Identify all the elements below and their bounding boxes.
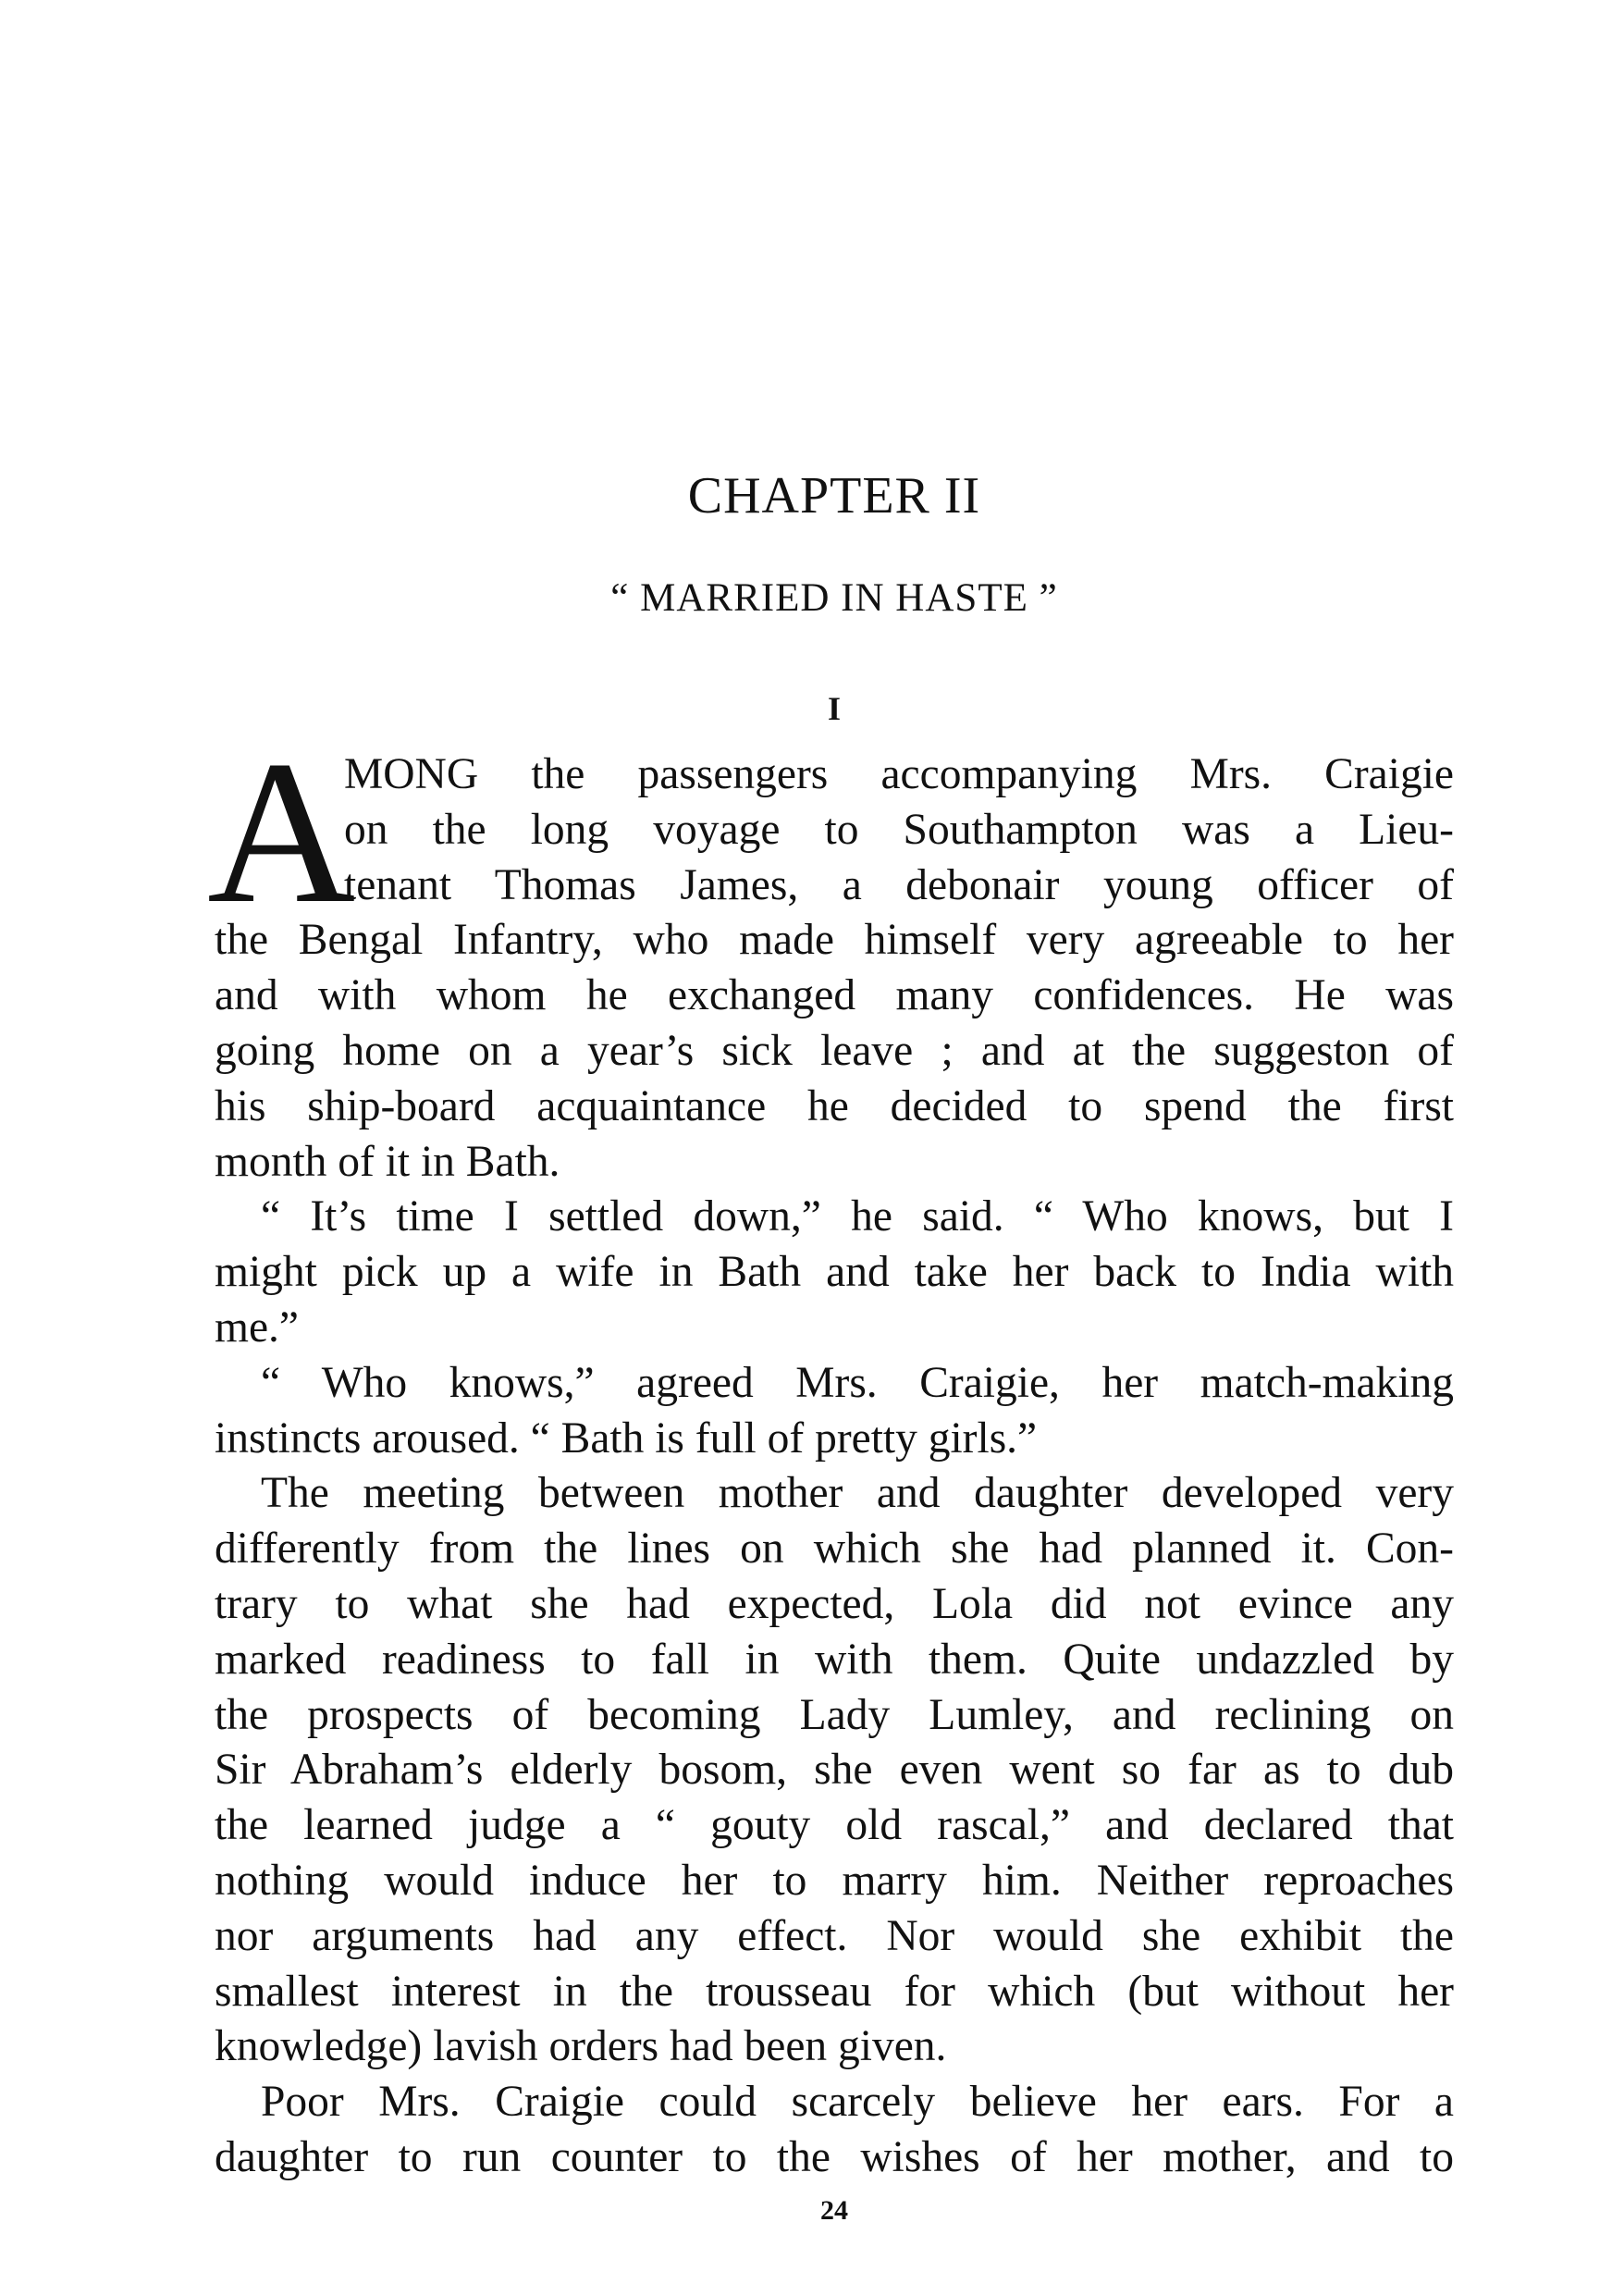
text-line: knowledge) lavish orders had been given. [215,2022,947,2071]
chapter-subtitle: “ MARRIED IN HASTE ” [610,576,1058,620]
chapter-title: CHAPTER II [687,467,981,525]
text-line: The meeting between mother and daughter developed very [261,1469,1454,1518]
text-line: might pick up a wife in Bath and take her back to India with [215,1248,1454,1297]
text-line: the prospects of becoming Lady Lumley, and reclining on [215,1690,1454,1739]
text-line: “ Who knows,” agreed Mrs. Craigie, her match-making [261,1358,1454,1407]
text-line: Poor Mrs. Craigie could scarcely believe her ears. For a [261,2078,1454,2127]
text-line: going home on a year’s sick leave ; and at the suggeston of [215,1026,1454,1075]
text-line: the Bengal Infantry, who made himself very agreeable to her [215,916,1454,965]
book-page [207,0,1454,2296]
text-line: nothing would induce her to marry him. Neither reproaches [215,1856,1454,1905]
drop-cap: A [207,719,356,946]
text-line: marked readiness to fall in with them. Quite undazzled by [215,1635,1454,1684]
section-number: I [827,690,841,727]
text-line: nor arguments had any effect. Nor would she exhibit the [215,1911,1454,1960]
text-line: on the long voyage to Southampton was a Lieu- [344,805,1454,854]
text-line: instincts aroused. “ Bath is full of pretty girls.” [215,1413,1038,1463]
text-line: tenant Thomas James, a debonair young officer of [344,860,1454,909]
body-text [207,719,1454,2186]
text-line: Sir Abraham’s elderly bosom, she even went so far as to dub [215,1746,1454,1795]
text-line: and with whom he exchanged many confidences. He was [215,971,1454,1020]
text-line: trary to what she had expected, Lola did not evince any [215,1579,1454,1628]
text-line: me.” [215,1302,299,1352]
text-line: differently from the lines on which she had planned it. Con- [215,1524,1454,1574]
text-line: month of it in Bath. [215,1137,560,1186]
page-number: 24 [820,2195,848,2226]
text-line: his ship-board acquaintance he decided to spend the first [215,1081,1454,1130]
text-line: smallest interest in the trousseau for which (but without her [215,1967,1454,2016]
text-line: “ It’s time I settled down,” he said. “ Who knows, but I [261,1192,1454,1241]
text-line: MONG the passengers accompanying Mrs. Craigie [344,750,1454,798]
text-line: the learned judge a “ gouty old rascal,” and declared that [215,1801,1454,1850]
text-line: daughter to run counter to the wishes of her mother, and to [215,2132,1454,2181]
